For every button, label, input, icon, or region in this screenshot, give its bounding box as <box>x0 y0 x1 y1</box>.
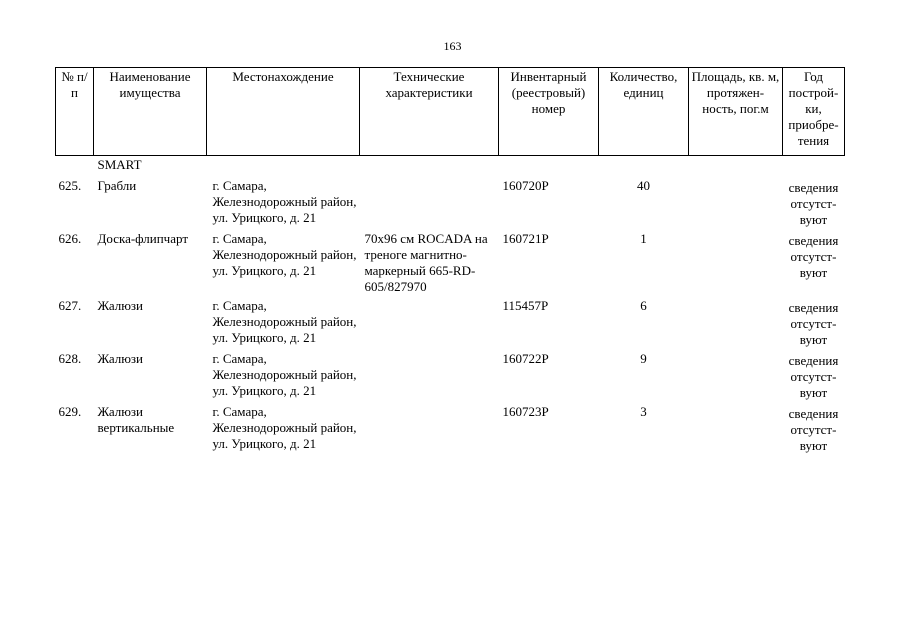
header-name: Наименование имущества <box>94 68 207 156</box>
item-area <box>689 401 783 454</box>
item-inventory-number: 160722Р <box>502 351 549 366</box>
table-row <box>56 401 845 454</box>
item-tech-specs <box>360 348 499 401</box>
row-number: 629. <box>58 404 82 419</box>
item-tech-specs <box>360 175 499 228</box>
item-year: сведения отсутст-вуют <box>788 353 839 400</box>
header-num: № п/п <box>56 68 94 156</box>
table-row <box>56 175 845 228</box>
item-location: г. Самара, Железнодорожный район, ул. Урицкого, д. 21 <box>212 231 357 278</box>
header-year: Год построй-ки, приобре-тения <box>783 68 845 156</box>
header-quantity: Количество, единиц <box>599 68 689 156</box>
item-name: Доска-флипчарт <box>97 231 188 246</box>
item-tech-specs <box>360 401 499 454</box>
item-year: сведения отсутст-вуют <box>788 300 839 347</box>
item-inventory-number: 115457Р <box>502 298 549 313</box>
row-number: 627. <box>58 298 82 313</box>
header-tech: Технические характеристики <box>360 68 499 156</box>
item-tech-specs: 70х96 см ROCADA на треноге магнитно-маркерный 665-RD-605/827970 <box>364 231 488 294</box>
item-area <box>689 228 783 295</box>
item-location: г. Самара, Железнодорожный район, ул. Урицкого, д. 21 <box>212 351 357 398</box>
item-area <box>689 295 783 348</box>
item-area <box>689 348 783 401</box>
item-quantity: 3 <box>640 404 647 419</box>
item-year: сведения отсутст-вуют <box>788 180 839 227</box>
row-number: 626. <box>58 231 82 246</box>
page-number: 163 <box>443 39 462 53</box>
header-area: Площадь, кв. м, протяжен-ность, пог.м <box>689 68 783 156</box>
item-name: Жалюзи вертикальные <box>97 404 175 435</box>
table-row <box>56 228 845 295</box>
item-quantity: 6 <box>640 298 647 313</box>
table-row <box>56 348 845 401</box>
item-inventory-number: 160720Р <box>502 178 549 193</box>
item-inventory-number: 160721Р <box>502 231 549 246</box>
item-name: Грабли <box>97 178 137 193</box>
property-registry-table <box>55 67 845 454</box>
row-number: 625. <box>58 178 82 193</box>
row-number: 628. <box>58 351 82 366</box>
item-tech-specs <box>360 295 499 348</box>
item-name: Жалюзи <box>97 298 143 313</box>
item-area <box>689 175 783 228</box>
continuation-row <box>56 156 845 176</box>
item-location: г. Самара, Железнодорожный район, ул. Урицкого, д. 21 <box>212 404 357 451</box>
item-year: сведения отсутст-вуют <box>788 406 839 453</box>
continuation-name: SMART <box>97 157 142 172</box>
item-inventory-number: 160723Р <box>502 404 549 419</box>
item-quantity: 1 <box>640 231 647 246</box>
item-quantity: 40 <box>637 178 650 193</box>
table-row <box>56 295 845 348</box>
item-location: г. Самара, Железнодорожный район, ул. Урицкого, д. 21 <box>212 178 357 225</box>
item-name: Жалюзи <box>97 351 143 366</box>
header-location: Местонахождение <box>207 68 360 156</box>
item-year: сведения отсутст-вуют <box>788 233 839 280</box>
header-inventory: Инвентарный (реестровый) номер <box>499 68 599 156</box>
item-quantity: 9 <box>640 351 647 366</box>
table-header-row <box>56 68 845 156</box>
item-location: г. Самара, Железнодорожный район, ул. Урицкого, д. 21 <box>212 298 357 345</box>
